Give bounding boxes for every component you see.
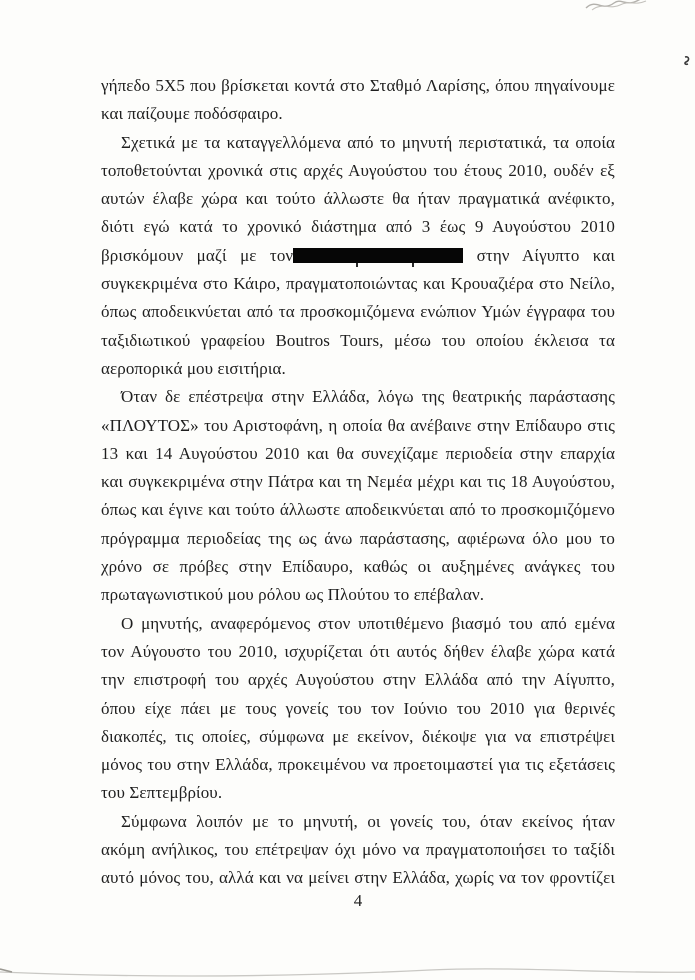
text-line: 13 και 14 Αυγούστου 2010 και θα συνεχίζαμε περιοδεία στην επαρχία (101, 443, 615, 463)
text-line: πρωταγωνιστικού μου ρόλου ως Πλούτου το επέβαλαν. (101, 585, 485, 605)
redaction-prefix-text: βρισκόμουν μαζί με τον (101, 245, 294, 265)
text-line: τον Αύγουστο του 2010, ισχυρίζεται ότι αυτός δήθεν έλαβε χώρα κατά (101, 641, 615, 661)
text-line: Όταν δε επέστρεψα στην Ελλάδα, λόγω της θεατρικής παράστασης (121, 387, 615, 407)
text-line: αυτό μόνος του, αλλά και να μείνει στην Ελλάδα, χωρίς να τον φροντίζει (101, 868, 615, 888)
handwritten-scribble-icon (576, 0, 656, 18)
text-line: όπως αποδεικνύεται από τα προσκομιζόμενα ενώπιον Υμών έγγραφα του (101, 302, 615, 322)
text-line: διακοπές, τις οποίες, σύμφωνα με εκείνον, διέκοψε για να επιστρέψει (101, 726, 615, 746)
text-line: διότι εγώ κατά το χρονικό διάστημα από 3 έως 9 Αυγούστου 2010 (101, 217, 615, 237)
text-line: τοποθετούνται χρονικά στις αρχές Αυγούστου του έτους 2010, ουδέν εξ (101, 160, 615, 180)
text-line: του Σεπτεμβρίου. (101, 783, 223, 803)
text-line: πρόγραμμα περιοδείας της ως άνω παράστασης, αφιέρωνα όλο μου το (101, 528, 615, 548)
document-body (101, 72, 615, 893)
text-line (101, 242, 615, 270)
paper-edge-shadow (0, 958, 695, 980)
text-line: γήπεδο 5X5 που βρίσκεται κοντά στο Σταθμό Λαρίσης, όπου πηγαίνουμε (101, 76, 615, 95)
text-line: «ΠΛΟΥΤΟΣ» του Αριστοφάνη, η οποία θα ανέβαινε στην Επίδαυρο στις (101, 415, 615, 435)
page-number: 4 (353, 891, 363, 910)
ink-mark-icon (680, 54, 694, 70)
text-line: όπου είχε πάει με τους γονείς του τον Ιούνιο του 2010 για θερινές (101, 698, 615, 718)
text-line: αυτών έλαβε χώρα και τούτο άλλωστε θα ήταν πραγματικά ανέφικτο, (101, 189, 615, 209)
redaction-suffix-text: στην Αίγυπτο και (476, 245, 616, 265)
text-line: ταξιδιωτικού γραφείου Boutros Tours, μέσω του οποίου έκλεισα τα (101, 330, 615, 350)
text-line: συγκεκριμένα στο Κάιρο, πραγματοποιώντας και Κρουαζιέρα στο Νείλο, (101, 274, 615, 294)
text-line: όπως και έγινε και τούτο άλλωστε αποδεικνύεται από το προσκομιζόμενο (101, 500, 615, 520)
text-line: ακόμη ανήλικος, του επέτρεψαν όχι μόνο να πραγματοποιήσει το ταξίδι (101, 840, 615, 860)
text-line: Ο μηνυτής, αναφερόμενος στον υποτιθέμενο βιασμό του από εμένα (121, 613, 615, 633)
text-line: μόνος του στην Ελλάδα, προκειμένου να προετοιμαστεί για τις εξετάσεις (101, 755, 615, 775)
text-line: Σύμφωνα λοιπόν με το μηνυτή, οι γονείς του, όταν εκείνος ήταν (121, 811, 615, 831)
text-line: και συγκεκριμένα στην Πάτρα και τη Νεμέα μέχρι και τις 18 Αυγούστου, (101, 472, 615, 492)
text-line: και παίζουμε ποδόσφαιρο. (101, 104, 283, 124)
text-line: αεροπορικά μου εισιτήρια. (101, 358, 286, 378)
text-line: χρόνο σε πρόβες στην Επίδαυρο, καθώς οι αυξημένες ανάγκες του (101, 557, 615, 577)
text-line: Σχετικά με τα καταγγελλόμενα από το μηνυτή περιστατικά, τα οποία (121, 132, 615, 152)
text-line: την επιστροφή του αρχές Αυγούστου στην Ελλάδα από την Αίγυπτο, (101, 670, 615, 690)
redaction-bar (293, 248, 463, 263)
